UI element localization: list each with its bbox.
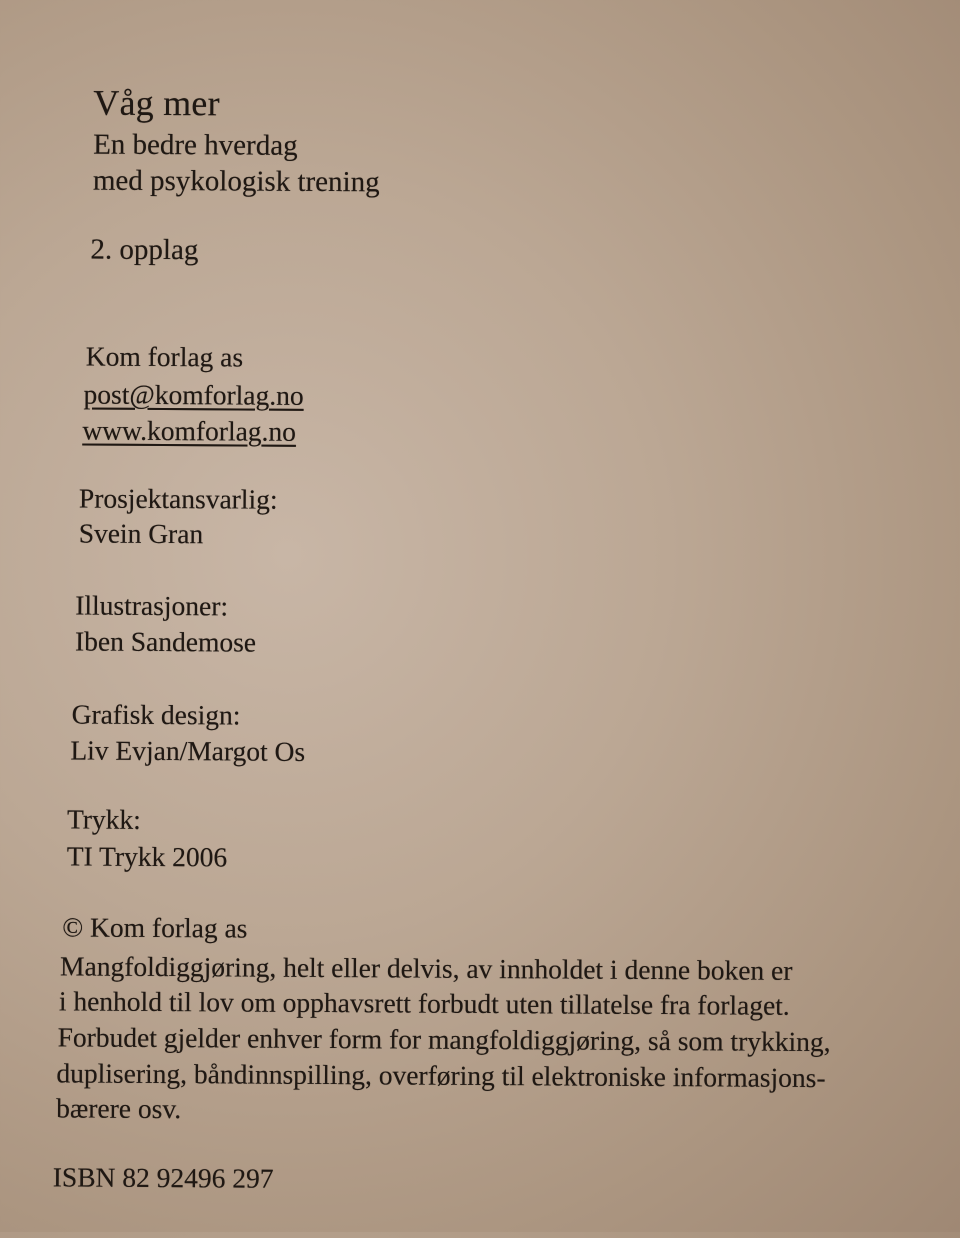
copyright-text-line-3: Forbudet gjelder enhver form for mangfoldiggjøring, så som trykking, (57, 1021, 831, 1058)
graphic-design-label: Grafisk design: (71, 698, 241, 731)
copyright-holder: © Kom forlag as (62, 911, 248, 944)
isbn-number: ISBN 82 92496 297 (52, 1161, 274, 1194)
project-manager-label: Prosjektansvarlig: (78, 482, 278, 515)
graphic-design-names: Liv Evjan/Margot Os (70, 734, 306, 767)
project-manager-name: Svein Gran (78, 517, 204, 550)
edition-text: 2. opplag (90, 233, 199, 267)
book-subtitle-line-2: med psykologisk trening (92, 164, 380, 199)
publisher-email-link[interactable]: post@komforlag.no (83, 378, 304, 411)
publisher-name: Kom forlag as (85, 340, 244, 373)
copyright-text-line-4: duplisering, båndinnspilling, overføring til elektroniske informasjons- (56, 1057, 826, 1094)
copyright-text-line-2: i henhold til lov om opphavsrett forbudt uten tillatelse fra forlaget. (58, 985, 790, 1021)
book-subtitle-line-1: En bedre hverdag (93, 128, 298, 162)
illustrations-name: Iben Sandemose (74, 625, 257, 658)
print-value: TI Trykk 2006 (66, 840, 228, 873)
publisher-website-link[interactable]: www.komforlag.no (82, 414, 297, 447)
book-title: Våg mer (93, 82, 220, 124)
copyright-text-line-1: Mangfoldiggjøring, helt eller delvis, av innholdet i denne boken er (60, 950, 793, 986)
illustrations-label: Illustrasjoner: (75, 589, 229, 622)
copyright-text-line-5: bærere osv. (56, 1092, 182, 1125)
print-label: Trykk: (66, 803, 141, 835)
